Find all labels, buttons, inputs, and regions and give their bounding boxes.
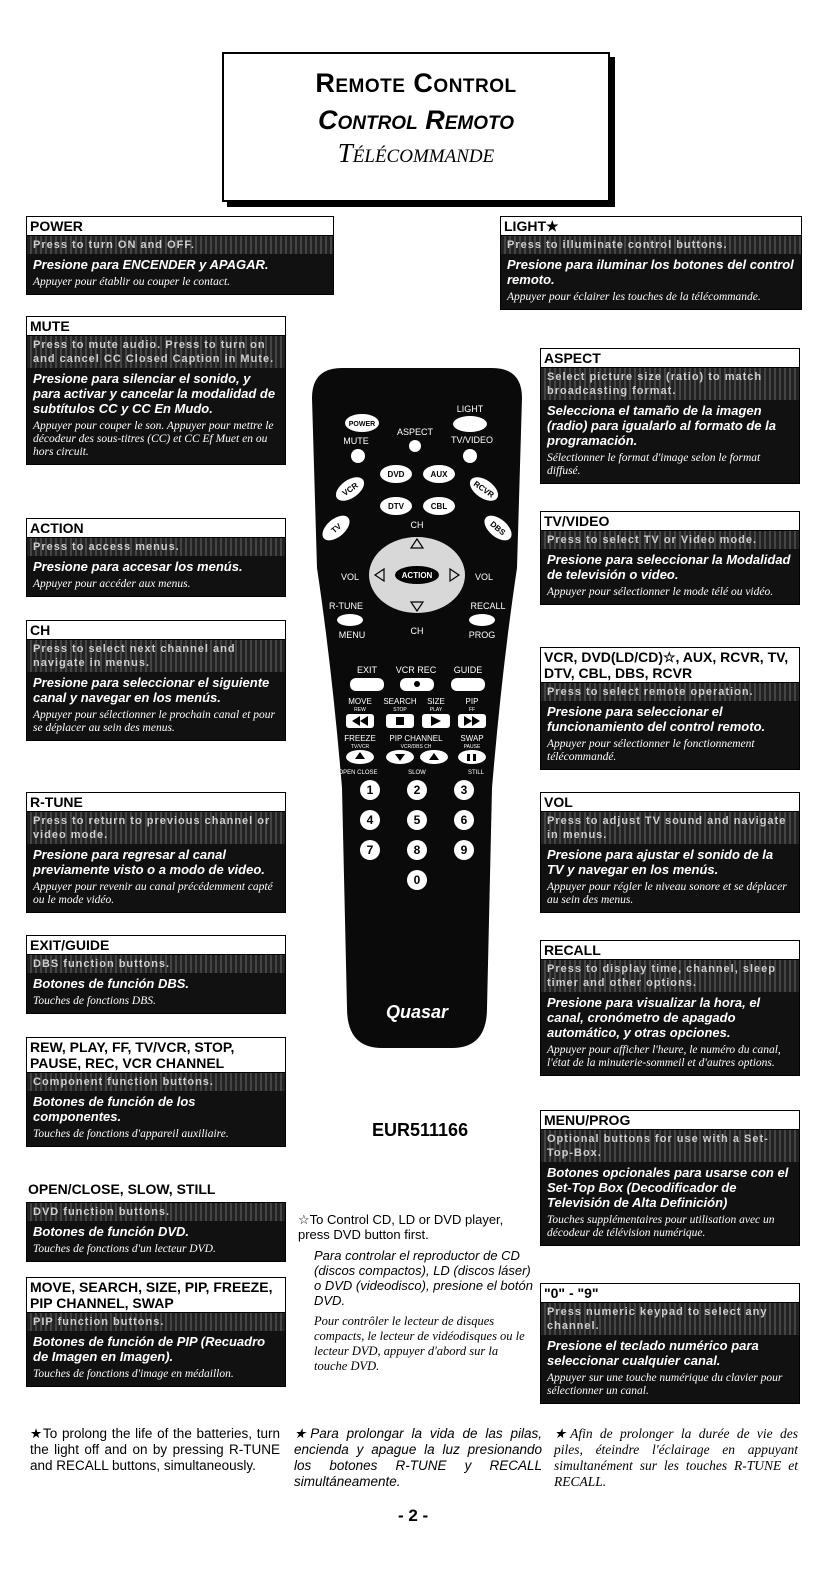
section-spanish: Presione para accesar los menús. [33, 559, 243, 574]
section-french: Appuyer pour afficher l'heure, le numéro du canal, l'état de la minuterie-sommeil et d'autres options. [547, 1044, 781, 1069]
pause-label: PAUSE [463, 744, 481, 750]
section-spanish: Presione para seleccionar la Modalidad de televisión o video. [547, 552, 791, 582]
brand-logo: Quasar [385, 1002, 449, 1022]
tvvideo-label: TV/VIDEO [450, 435, 494, 445]
recall-label: RECALL [470, 601, 506, 611]
section-header: R-TUNE [27, 793, 285, 812]
section-spanish: Botones de función de PIP (Recuadro de Imagen en Imagen). [33, 1334, 266, 1364]
section-header: POWER [27, 217, 333, 236]
pip-label: PIP [465, 697, 479, 706]
power-label: POWER [348, 421, 376, 428]
section-spanish: Presione para iluminar los botones del control remoto. [507, 257, 794, 287]
digit-1-label: 1 [366, 783, 374, 797]
pause-icon [467, 754, 470, 761]
title-box [222, 52, 610, 202]
digit-0-label: 0 [413, 873, 421, 887]
light-label: LIGHT [456, 404, 484, 414]
digit-5-label: 5 [413, 813, 421, 827]
section-french: Touches de fonctions d'image en médaillon. [33, 1368, 234, 1380]
vol-right-label: VOL [474, 572, 494, 582]
ch-up-label: CH [410, 520, 424, 530]
section-header: LIGHT★ [501, 217, 801, 236]
section-header: VOL [541, 793, 799, 812]
rcvr-label: RCVR [471, 479, 496, 500]
digit-8-label: 8 [413, 843, 421, 857]
section-english: Press to display time, channel, sleep timer and other options. [541, 960, 799, 992]
section-spanish: Presione para silenciar el sonido, y para activar y cancelar la modalidad de subtítulos CC y CC En Mudo. [33, 371, 276, 416]
section-english: Press to mute audio. Press to turn on and cancel CC Closed Caption in Mute. [27, 336, 285, 368]
tvvcr-label: TV/VCR [350, 744, 370, 750]
section-light [500, 216, 802, 310]
footer-english: ★To prolong the life of the batteries, turn the light off and on by pressing R-TUNE and RECALL buttons, simultaneously. [30, 1426, 280, 1473]
move-label: MOVE [348, 697, 372, 706]
swap-button [458, 750, 486, 764]
section-french: Touches de fonctions d'appareil auxiliaire. [33, 1128, 229, 1140]
section-ch [26, 620, 286, 741]
section-header: MENU/PROG [541, 1111, 799, 1130]
section-spanish: Botones de función DBS. [33, 976, 189, 991]
digit-3-label: 3 [460, 783, 468, 797]
section-english: DBS function buttons. [27, 955, 285, 973]
mute-label: MUTE [343, 436, 369, 446]
title-english: Remote Control [315, 68, 517, 98]
footer-french: ★Afin de prolonger la durée de vie des piles, éteindre l'éclairage en appuyant simultanément sur les touches R-TUNE et RECALL. [554, 1426, 798, 1489]
section-rtune [26, 792, 286, 913]
section-english: Press to select TV or Video mode. [541, 531, 799, 549]
section-move-search [26, 1277, 286, 1387]
openclose-label: OPEN CLOSE [338, 770, 378, 776]
openclose-header: OPEN/CLOSE, SLOW, STILL [28, 1181, 216, 1197]
aux-label: AUX [430, 470, 448, 479]
section-french: Appuyer pour éclairer les touches de la télécommande. [507, 291, 761, 303]
still-label: STILL [467, 770, 485, 776]
section-header: MOVE, SEARCH, SIZE, PIP, FREEZE, PIP CHANNEL, SWAP [27, 1278, 285, 1313]
light-button [453, 416, 487, 432]
section-power [26, 216, 334, 295]
section-aspect [540, 348, 800, 484]
section-spanish: Presione para ENCENDER y APAGAR. [33, 257, 269, 272]
remote-body [312, 368, 522, 1048]
section-french: Appuyer pour établir ou couper le contact. [33, 276, 231, 288]
section-spanish: Presione para visualizar la hora, el canal, cronómetro de apagado automático, y otras opciones. [547, 995, 761, 1040]
section-french: Sélectionner le format d'image selon le format diffusé. [547, 452, 761, 477]
section-header: EXIT/GUIDE [27, 936, 285, 955]
recall-button [469, 614, 495, 626]
section-french: Touches de fonctions DBS. [33, 995, 156, 1007]
rtune-button [337, 614, 363, 626]
rtune-label: R-TUNE [329, 601, 363, 611]
dbs-label: DBS [488, 519, 508, 538]
footer-spanish: ★Para prolongar la vida de las pilas, encienda y apague la luz presionando los botones R-TUNE y RECALL simultáneamente. [294, 1426, 542, 1489]
aspect-label: ASPECT [396, 427, 434, 437]
section-rew-play [26, 1037, 286, 1147]
section-english: Select picture size (ratio) to match broadcasting format. [541, 368, 799, 400]
digit-7-label: 7 [366, 843, 374, 857]
section-english: Press to adjust TV sound and navigate in menus. [541, 812, 799, 844]
pipchannel-label: PIP CHANNEL [389, 734, 443, 743]
section-vcr-dvd [540, 647, 800, 770]
section-header: ASPECT [541, 349, 799, 368]
section-vol [540, 792, 800, 913]
section-header: "0" - "9" [541, 1284, 799, 1303]
section-recall [540, 940, 800, 1076]
section-french: Touches de fonctions d'un lecteur DVD. [33, 1243, 216, 1255]
section-english: Press to illuminate control buttons. [501, 236, 801, 254]
section-english: Press to select remote operation. [541, 683, 799, 701]
cbl-label: CBL [430, 502, 448, 511]
page-number: - 2 - [398, 1506, 429, 1525]
vcrdbsch-label: VCR/DBS CH [400, 744, 432, 750]
vcrrec-dot [414, 681, 420, 687]
dtv-label: DTV [388, 502, 404, 511]
exit-label: EXIT [356, 665, 378, 675]
section-english: Component function buttons. [27, 1073, 285, 1091]
section-french: Appuyer pour sélectionner le prochain canal et pour se déplacer au sein des menus. [33, 709, 275, 734]
section-mute [26, 316, 286, 465]
dvd-note [298, 1212, 534, 1374]
section-header: RECALL [541, 941, 799, 960]
tv-label: TV [329, 521, 344, 536]
section-french: Appuyer pour accéder aux menus. [33, 578, 191, 590]
digit-9-label: 9 [460, 843, 468, 857]
mute-button [351, 449, 365, 463]
vol-left-label: VOL [340, 572, 360, 582]
guide-button [451, 678, 485, 691]
tvvideo-button [463, 449, 477, 463]
section-english: Press to turn ON and OFF. [27, 236, 333, 254]
vcrrec-label: VCR REC [395, 665, 437, 675]
swap-label: SWAP [460, 734, 484, 743]
exit-button [350, 678, 384, 691]
model-number: EUR511166 [372, 1120, 469, 1140]
aspect-button [409, 440, 421, 452]
section-tvvideo [540, 511, 800, 605]
stop-label: STOP [393, 707, 407, 713]
section-english: Press numeric keypad to select any channel. [541, 1303, 799, 1335]
section-french: Appuyer pour régler le niveau sonore et se déplacer au sein des menus. [547, 881, 787, 906]
section-english: DVD function buttons. [27, 1203, 285, 1221]
guide-label: GUIDE [453, 665, 483, 675]
freeze-label: FREEZE [344, 734, 376, 743]
dvd-note-english: ☆To Control CD, LD or DVD player, press DVD button first. [298, 1212, 504, 1242]
ch-down-label: CH [410, 626, 424, 636]
search-label: SEARCH [383, 697, 417, 706]
pause-icon-2 [473, 754, 476, 761]
ff-label: FF [468, 707, 476, 713]
section-french: Appuyer pour sélectionner le mode télé ou vidéo. [547, 586, 774, 598]
digit-6-label: 6 [460, 813, 468, 827]
section-numbers [540, 1283, 800, 1404]
digit-2-label: 2 [413, 783, 421, 797]
section-spanish: Botones opcionales para usarse con el Set-Top Box (Decodificador de Televisión de Alta Definición) [547, 1165, 789, 1210]
section-menu-prog [540, 1110, 800, 1246]
section-spanish: Presione para seleccionar el siguiente canal y navegar en los menús. [33, 675, 270, 705]
menu-label: MENU [338, 630, 366, 640]
action-label: ACTION [401, 571, 433, 580]
slow-label: SLOW [408, 770, 426, 776]
section-spanish: Botones de función de los componentes. [33, 1094, 196, 1124]
vcr-label: VCR [340, 480, 360, 498]
rew-label: REW [354, 707, 366, 713]
dvd-note-spanish: Para controlar el reproductor de CD (discos compactos), LD (discos láser) o DVD (videodisco), presione el botón DVD. [314, 1248, 533, 1308]
section-spanish: Presione el teclado numérico para seleccionar cualquier canal. [547, 1338, 759, 1368]
section-french: Appuyer sur une touche numérique du clavier pour sélectionner un canal. [547, 1372, 783, 1397]
section-english: Press to access menus. [27, 538, 285, 556]
stop-icon [396, 717, 404, 725]
section-header: REW, PLAY, FF, TV/VCR, STOP, PAUSE, REC, VCR CHANNEL [27, 1038, 285, 1073]
section-spanish: Presione para regresar al canal previamente visto o a modo de video. [33, 847, 265, 877]
section-action [26, 518, 286, 597]
remote-control-illustration [312, 368, 522, 1048]
section-header: VCR, DVD(LD/CD)☆, AUX, RCVR, TV, DTV, CBL, DBS, RCVR [541, 648, 799, 683]
digit-4-label: 4 [366, 813, 374, 827]
section-spanish: Presione para seleccionar el funcionamiento del control remoto. [547, 704, 766, 734]
section-header: CH [27, 621, 285, 640]
section-spanish: Presione para ajustar el sonido de la TV y navegar en los menús. [547, 847, 774, 877]
section-french: Appuyer pour couper le son. Appuyer pour mettre le décodeur des sous-titres (CC) et CC Ef Muet en ou hors circuit. [33, 420, 274, 458]
section-header: TV/VIDEO [541, 512, 799, 531]
section-spanish: Selecciona el tamaño de la imagen (radio) para igualarlo al formato de la programación. [547, 403, 776, 448]
play-label: PLAY [429, 707, 443, 713]
section-english: Press to return to previous channel or video mode. [27, 812, 285, 844]
title-spanish: Control Remoto [317, 105, 515, 135]
section-french: Appuyer pour revenir au canal précédemment capté ou le mode vidéo. [33, 881, 273, 906]
section-english: PIP function buttons. [27, 1313, 285, 1331]
section-french: Touches supplémentaires pour utilisation avec un décodeur de télévision numérique. [547, 1214, 775, 1239]
dvd-note-french: Pour contrôler le lecteur de disques compacts, le lecteur de vidéodisques ou le lecteur DVD, appuyer d'abord sur la touche DVD. [314, 1314, 525, 1373]
size-label: SIZE [427, 697, 445, 706]
section-exit-guide [26, 935, 286, 1014]
section-header: ACTION [27, 519, 285, 538]
section-english: Optional buttons for use with a Set-Top-Box. [541, 1130, 799, 1162]
section-spanish: Botones de función DVD. [33, 1224, 189, 1239]
section-french: Appuyer pour sélectionner le fonctionnement télécommandé. [547, 738, 755, 763]
section-header: MUTE [27, 317, 285, 336]
prog-label: PROG [468, 630, 496, 640]
dvd-label: DVD [387, 470, 405, 479]
title-french: Télécommande [337, 138, 495, 168]
section-openclose [26, 1202, 286, 1262]
section-english: Press to select next channel and navigate in menus. [27, 640, 285, 672]
